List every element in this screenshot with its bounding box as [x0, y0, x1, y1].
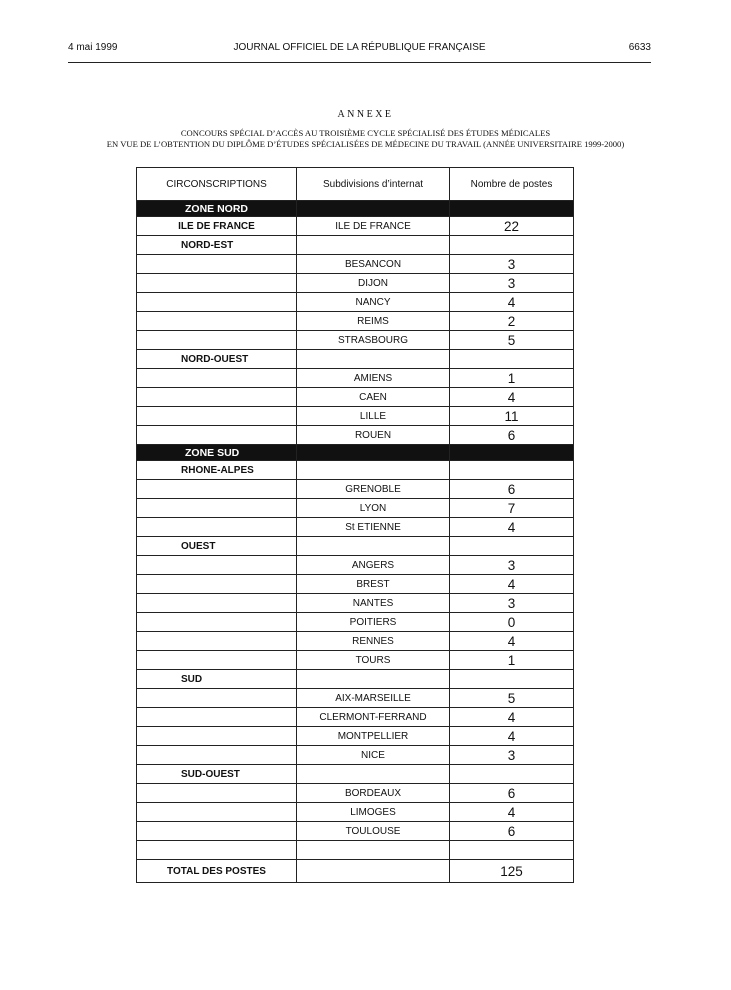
subdivision-row [137, 369, 574, 388]
subdivision-name [297, 461, 450, 480]
post-count: 4 [450, 727, 574, 746]
subdivision-name: MONTPELLIER [297, 727, 450, 746]
subdivision-name: LYON [297, 499, 450, 518]
empty-cell [137, 388, 297, 407]
post-count: 3 [450, 274, 574, 293]
post-count: 4 [450, 388, 574, 407]
empty-cell [137, 651, 297, 670]
post-count: 1 [450, 369, 574, 388]
post-count: 4 [450, 632, 574, 651]
post-count: 3 [450, 556, 574, 575]
zone-row [137, 445, 574, 461]
total-row [137, 860, 574, 883]
post-count: 5 [450, 331, 574, 350]
zone-cell [297, 445, 450, 461]
post-count [450, 236, 574, 255]
subdivision-name: CAEN [297, 388, 450, 407]
subdivision-row [137, 575, 574, 594]
subdivision-row [137, 331, 574, 350]
subdivision-name: NANCY [297, 293, 450, 312]
empty-cell [137, 480, 297, 499]
subdivision-row [137, 689, 574, 708]
circonscription-name: NORD-EST [137, 236, 297, 255]
empty-cell [137, 274, 297, 293]
subdivision-name: POITIERS [297, 613, 450, 632]
subdivision-row [137, 407, 574, 426]
post-count [450, 670, 574, 689]
subdivision-name: BREST [297, 575, 450, 594]
subdivision-row [137, 746, 574, 765]
empty-cell [450, 841, 574, 860]
empty-cell [137, 312, 297, 331]
blank-row [137, 841, 574, 860]
subdivision-row [137, 556, 574, 575]
subdivision-name [297, 765, 450, 784]
post-count [450, 461, 574, 480]
post-count: 11 [450, 407, 574, 426]
empty-cell [137, 499, 297, 518]
post-count: 6 [450, 426, 574, 445]
empty-cell [137, 613, 297, 632]
circonscription-name: ILE DE FRANCE [137, 217, 297, 236]
post-count: 6 [450, 822, 574, 841]
subdivision-row [137, 480, 574, 499]
empty-cell [137, 803, 297, 822]
issue-date: 4 mai 1999 [68, 42, 118, 53]
subdivision-row [137, 632, 574, 651]
zone-label: ZONE SUD [137, 445, 297, 461]
empty-cell [137, 594, 297, 613]
post-count: 1 [450, 651, 574, 670]
subdivision-name: BORDEAUX [297, 784, 450, 803]
empty-cell [137, 727, 297, 746]
post-count: 6 [450, 480, 574, 499]
subdivision-row [137, 312, 574, 331]
zone-cell [450, 201, 574, 217]
empty-cell [137, 331, 297, 350]
empty-cell [137, 426, 297, 445]
subdivision-name: GRENOBLE [297, 480, 450, 499]
subdivision-name: AMIENS [297, 369, 450, 388]
circonscription-row [137, 537, 574, 556]
subdivision-name: CLERMONT-FERRAND [297, 708, 450, 727]
journal-title: JOURNAL OFFICIEL DE LA RÉPUBLIQUE FRANÇAISE [233, 42, 486, 53]
subdivision-row [137, 426, 574, 445]
column-header-nombre-postes: Nombre de postes [450, 168, 574, 201]
empty-cell [137, 784, 297, 803]
subdivision-name: NANTES [297, 594, 450, 613]
empty-cell [137, 822, 297, 841]
subdivision-row [137, 293, 574, 312]
subdivision-row [137, 822, 574, 841]
subdivision-name: AIX-MARSEILLE [297, 689, 450, 708]
empty-cell [137, 255, 297, 274]
circonscription-row [137, 670, 574, 689]
post-count: 4 [450, 518, 574, 537]
circonscription-name: SUD-OUEST [137, 765, 297, 784]
table-header-row [137, 168, 574, 201]
posts-table [136, 167, 574, 883]
empty-cell [297, 860, 450, 883]
empty-cell [137, 708, 297, 727]
subtitle-line-1: CONCOURS SPÉCIAL D’ACCÈS AU TROISIÈME CYCLE SPÉCIALISÉ DES ÉTUDES MÉDICALES [180, 128, 551, 138]
empty-cell [137, 369, 297, 388]
subdivision-name: ROUEN [297, 426, 450, 445]
zone-label: ZONE NORD [137, 201, 297, 217]
subdivision-row [137, 499, 574, 518]
subdivision-name: TOURS [297, 651, 450, 670]
circonscription-row [137, 217, 574, 236]
circonscription-row [137, 350, 574, 369]
post-count: 3 [450, 255, 574, 274]
subdivision-name: ILE DE FRANCE [297, 217, 450, 236]
subdivision-name: TOULOUSE [297, 822, 450, 841]
circonscription-row [137, 236, 574, 255]
empty-cell [137, 841, 297, 860]
subdivision-name: DIJON [297, 274, 450, 293]
post-count: 6 [450, 784, 574, 803]
zone-cell [450, 445, 574, 461]
subdivision-name: STRASBOURG [297, 331, 450, 350]
empty-cell [137, 632, 297, 651]
post-count: 0 [450, 613, 574, 632]
subdivision-row [137, 613, 574, 632]
subdivision-name: BESANCON [297, 255, 450, 274]
post-count: 5 [450, 689, 574, 708]
post-count: 4 [450, 575, 574, 594]
subdivision-row [137, 727, 574, 746]
total-label: TOTAL DES POSTES [137, 860, 297, 883]
subdivision-name [297, 350, 450, 369]
page-number: 6633 [628, 42, 651, 53]
empty-cell [297, 841, 450, 860]
empty-cell [137, 575, 297, 594]
subdivision-name: REIMS [297, 312, 450, 331]
subdivision-name: ANGERS [297, 556, 450, 575]
subdivision-row [137, 803, 574, 822]
post-count: 3 [450, 746, 574, 765]
subdivision-row [137, 594, 574, 613]
empty-cell [137, 746, 297, 765]
zone-row [137, 201, 574, 217]
subdivision-name: LILLE [297, 407, 450, 426]
subtitle-line-2: EN VUE DE L’OBTENTION DU DIPLÔME D’ÉTUDES SPÉCIALISÉES DE MÉDECINE DU TRAVAIL (ANNÉE UNIVERSITAIRE 1999-2000) [106, 139, 625, 149]
post-count: 4 [450, 708, 574, 727]
empty-cell [137, 518, 297, 537]
subdivision-name [297, 670, 450, 689]
post-count: 4 [450, 293, 574, 312]
column-header-circonscriptions: CIRCONSCRIPTIONS [137, 168, 297, 201]
post-count: 3 [450, 594, 574, 613]
circonscription-name: RHONE-ALPES [137, 461, 297, 480]
empty-cell [137, 689, 297, 708]
circonscription-row [137, 461, 574, 480]
zone-cell [297, 201, 450, 217]
subdivision-name [297, 236, 450, 255]
page-header [68, 42, 651, 58]
empty-cell [137, 556, 297, 575]
circonscription-name: NORD-OUEST [137, 350, 297, 369]
circonscription-name: OUEST [137, 537, 297, 556]
subdivision-name: NICE [297, 746, 450, 765]
circonscription-row [137, 765, 574, 784]
empty-cell [137, 293, 297, 312]
subdivision-row [137, 388, 574, 407]
post-count: 2 [450, 312, 574, 331]
subdivision-name [297, 537, 450, 556]
annexe-title: ANNEXE [337, 109, 394, 120]
subdivision-row [137, 784, 574, 803]
post-count: 22 [450, 217, 574, 236]
subdivision-row [137, 255, 574, 274]
subdivision-name: LIMOGES [297, 803, 450, 822]
subdivision-name: St ETIENNE [297, 518, 450, 537]
post-count: 4 [450, 803, 574, 822]
post-count [450, 350, 574, 369]
post-count: 7 [450, 499, 574, 518]
column-header-subdivisions: Subdivisions d’internat [297, 168, 450, 201]
subdivision-row [137, 518, 574, 537]
total-value: 125 [450, 860, 574, 883]
subdivision-row [137, 651, 574, 670]
subdivision-row [137, 274, 574, 293]
subdivision-name: RENNES [297, 632, 450, 651]
subdivision-row [137, 708, 574, 727]
post-count [450, 537, 574, 556]
empty-cell [137, 407, 297, 426]
circonscription-name: SUD [137, 670, 297, 689]
post-count [450, 765, 574, 784]
header-rule [68, 62, 651, 63]
